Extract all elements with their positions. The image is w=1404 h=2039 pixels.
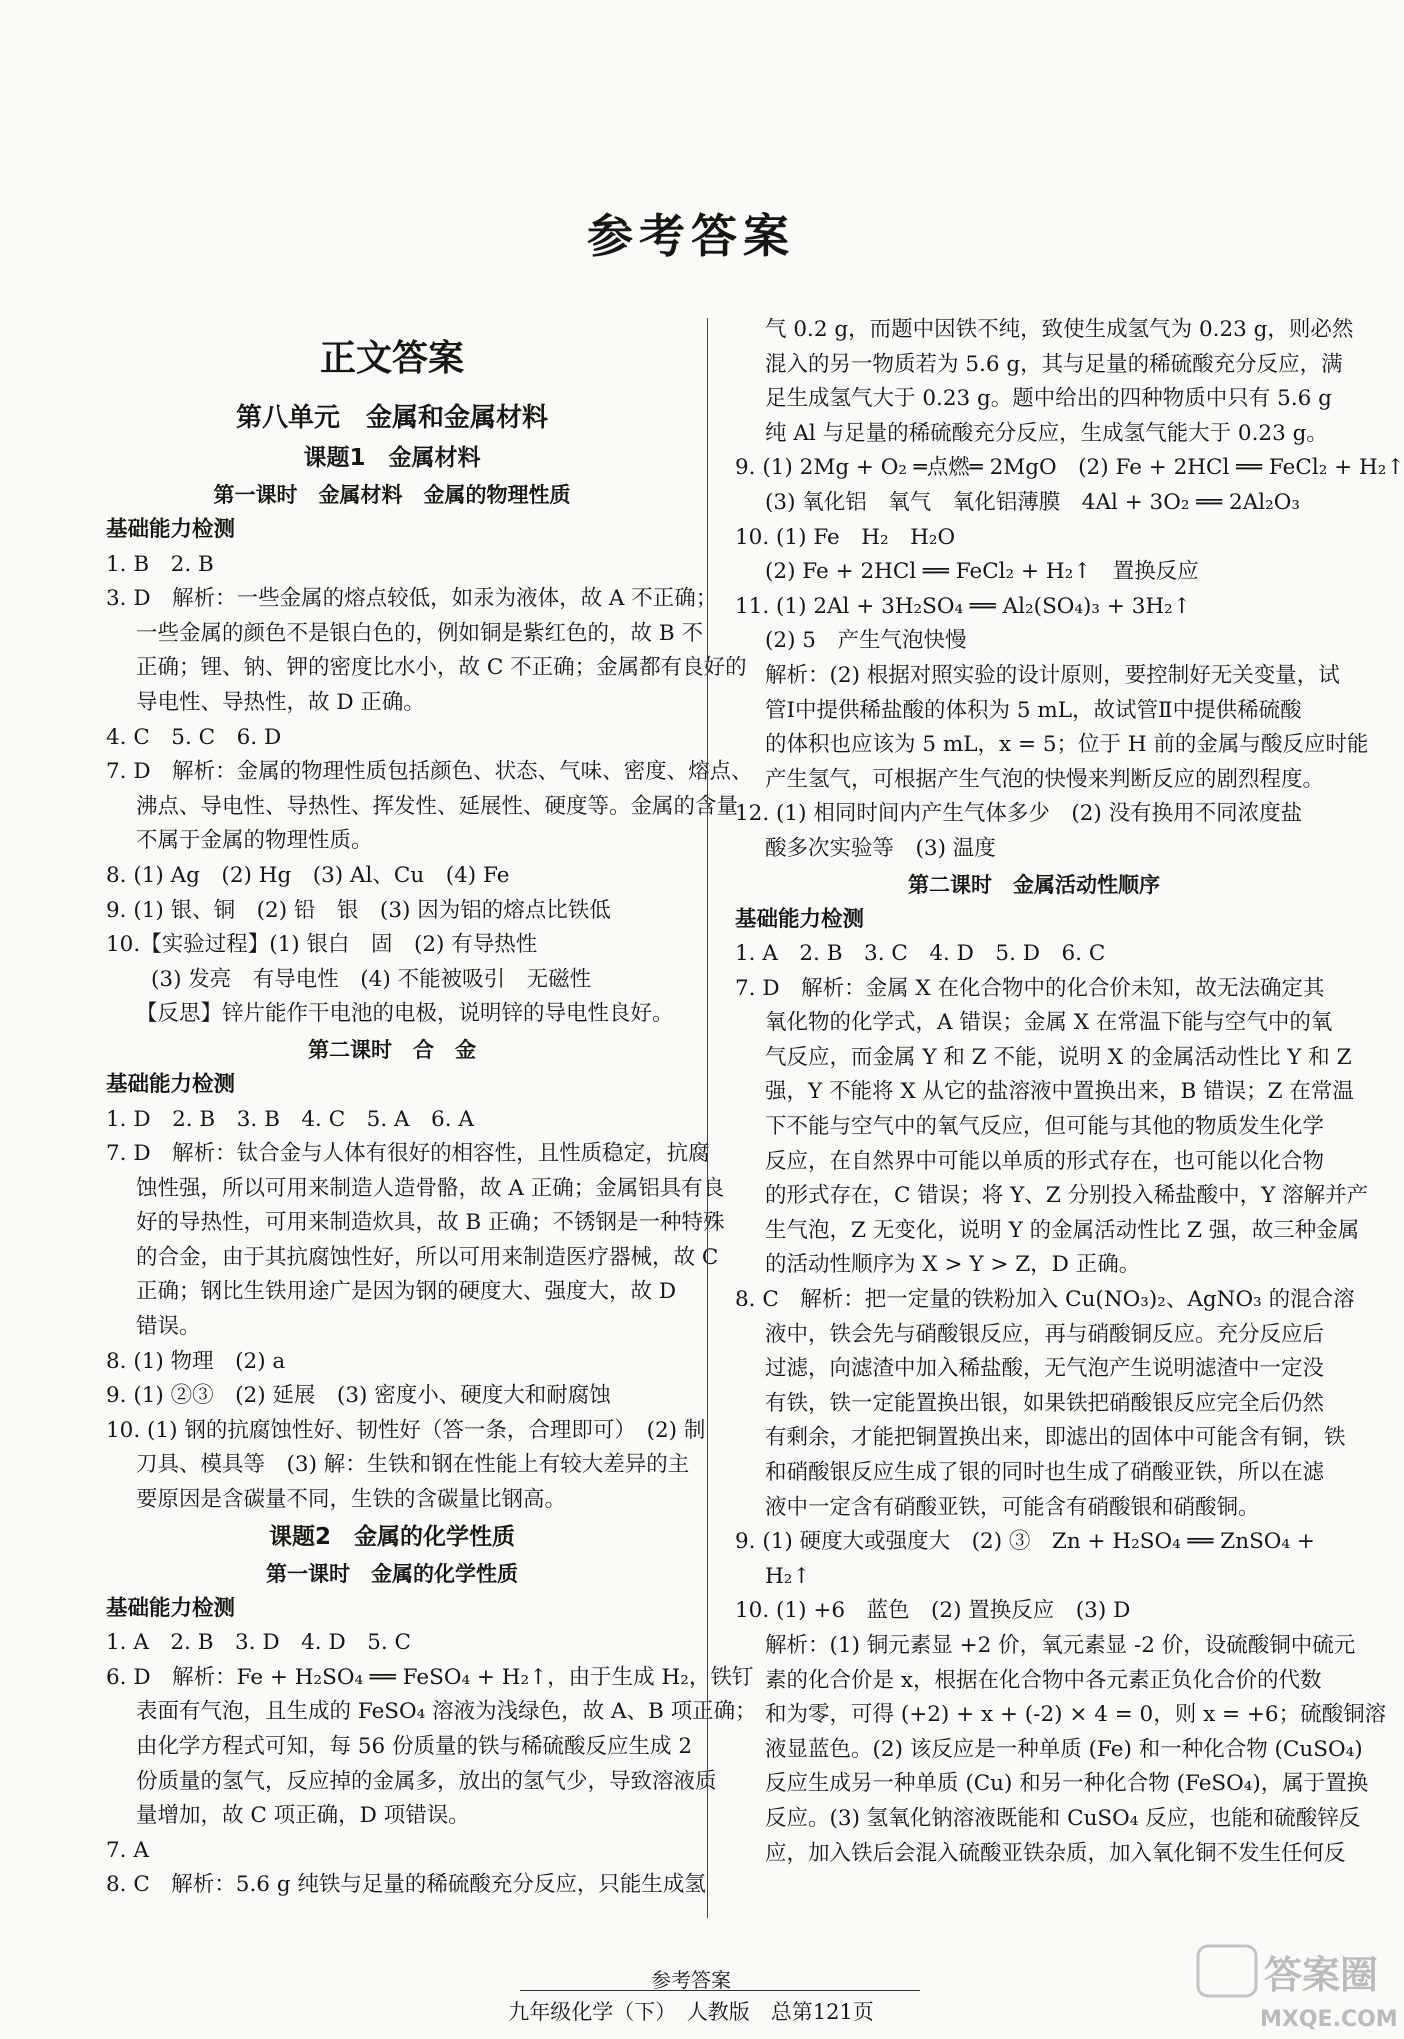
- section-heading: 课题2 金属的化学性质: [268, 1523, 515, 1550]
- answer-line: 7. D 解析：钛合金与人体有很好的相容性，且性质稳定，抗腐: [106, 1141, 710, 1167]
- answer-line: 有铁，铁一定能置换出银，如果铁把硝酸银反应完全后仍然: [765, 1390, 1325, 1416]
- subsection-label: 基础能力检测: [106, 517, 236, 542]
- answer-line: 要原因是含碳量不同，生铁的含碳量比钢高。: [136, 1487, 567, 1513]
- answer-line: (3) 氧化铝 氧气 氧化铝薄膜 4Al + 3O₂ ══ 2Al₂O₃: [765, 489, 1300, 515]
- section-heading: 第一课时 金属材料 金属的物理性质: [213, 483, 571, 507]
- footer-divider: [520, 1990, 920, 1991]
- answer-line: 下不能与空气中的氧气反应，但可能与其他的物质发生化学: [765, 1114, 1325, 1140]
- answer-line: 6. D 解析：Fe + H₂SO₄ ══ FeSO₄ + H₂↑，由于生成 H₂，铁钉: [106, 1664, 754, 1690]
- answer-line: 10.【实验过程】(1) 银白 固 (2) 有导热性: [106, 932, 538, 958]
- answer-line: 酸多次实验等 (3) 温度: [765, 835, 996, 861]
- answer-line: (3) 发亮 有导电性 (4) 不能被吸引 无磁性: [151, 966, 592, 992]
- answer-line: 素的化合价是 x，根据在化合物中各元素正负化合价的代数: [765, 1667, 1322, 1693]
- answer-line: 1. D 2. B 3. B 4. C 5. A 6. A: [106, 1106, 474, 1132]
- answer-line: 4. C 5. C 6. D: [106, 724, 282, 750]
- answer-line: 反应生成另一种单质 (Cu) 和另一种化合物 (FeSO₄)，属于置换: [765, 1771, 1369, 1797]
- answer-line: 的合金，由于其抗腐蚀性好，所以可用来制造医疗器械，故 C: [136, 1244, 719, 1270]
- answer-line: 1. A 2. B 3. D 4. D 5. C: [106, 1630, 411, 1656]
- answer-line: 生气泡，Z 无变化，说明 Y 的金属活动性比 Z 强，故三种金属: [765, 1217, 1360, 1243]
- watermark-logo: [1190, 1940, 1398, 2035]
- answer-line: 的形式存在，C 错误；将 Y、Z 分别投入稀盐酸中，Y 溶解并产: [765, 1183, 1369, 1209]
- answer-line: 10. (1) 钢的抗腐蚀性好、韧性好（答一条，合理即可） (2) 制: [106, 1417, 706, 1443]
- answer-line: 和为零，可得 (+2) + x + (-2) × 4 = 0，则 x = +6；硫酸铜溶: [765, 1702, 1387, 1728]
- answer-line: 沸点、导电性、导热性、挥发性、延展性、硬度等。金属的含量: [136, 793, 739, 819]
- main-heading: 正文答案: [319, 338, 464, 379]
- answer-line: 8. (1) 物理 (2) a: [106, 1348, 286, 1374]
- answer-line: 好的导热性，可用来制造炊具，故 B 正确；不锈钢是一种特殊: [136, 1210, 725, 1236]
- column-divider: [707, 318, 708, 1918]
- answer-line: 应，加入铁后会混入硫酸亚铁杂质，加入氧化铜不发生任何反: [765, 1840, 1346, 1866]
- answer-line: 3. D 解析：一些金属的熔点较低，如汞为液体，故 A 不正确；: [106, 586, 718, 612]
- section-heading: 第一课时 金属的化学性质: [266, 1561, 518, 1586]
- answer-line: 强，Y 不能将 X 从它的盐溶液中置换出来，B 错误；Z 在常温: [765, 1079, 1354, 1105]
- answer-line: 9. (1) ②③ (2) 延展 (3) 密度小、硬度大和耐腐蚀: [106, 1383, 611, 1409]
- answer-line: 混入的另一物质若为 5.6 g，其与足量的稀硫酸充分反应，满: [765, 351, 1343, 377]
- answer-line: 的活动性顺序为 X > Y > Z，D 正确。: [765, 1252, 1141, 1278]
- svg-text:MXQE.COM: MXQE.COM: [1260, 2007, 1398, 2032]
- section-heading: 第二课时 金属活动性顺序: [908, 872, 1160, 897]
- answer-line: 有剩余，才能把铜置换出来，即滤出的固体中可能含有铜，铁: [765, 1425, 1346, 1451]
- answer-line: 导电性、导热性，故 D 正确。: [136, 689, 425, 715]
- answer-line: 10. (1) Fe H₂ H₂O: [735, 524, 956, 550]
- answer-line: 过滤，向滤渣中加入稀盐酸，无气泡产生说明滤渣中一定没: [765, 1356, 1325, 1382]
- answer-line: (2) 5 产生气泡快慢: [765, 628, 967, 654]
- subsection-label: 基础能力检测: [106, 1071, 236, 1097]
- answer-line: H₂↑: [765, 1563, 811, 1589]
- page-footer: 九年级化学（下） 人教版 总第121页: [508, 2000, 874, 2024]
- section-heading: 第二课时 合 金: [308, 1037, 476, 1062]
- answer-line: 液中，铁会先与硝酸银反应，再与硝酸铜反应。充分反应后: [765, 1321, 1325, 1347]
- left-column: [106, 325, 757, 1903]
- answer-line: 蚀性强，所以可用来制造人造骨骼，故 A 正确；金属铝具有良: [136, 1175, 725, 1201]
- subsection-label: 基础能力检测: [106, 1595, 236, 1621]
- answer-line: 解析：(2) 根据对照实验的设计原则，要控制好无关变量，试: [765, 662, 1340, 688]
- answer-line: 量增加，故 C 项正确，D 项错误。: [136, 1803, 470, 1829]
- answer-line: 管Ⅰ中提供稀盐酸的体积为 5 mL，故试管Ⅱ中提供稀硫酸: [765, 697, 1302, 723]
- answer-line: 8. C 解析：5.6 g 纯铁与足量的稀硫酸充分反应，只能生成氢: [106, 1872, 706, 1898]
- answer-line: 液中一定含有硝酸亚铁，可能含有硝酸银和硝酸铜。: [765, 1494, 1260, 1520]
- answer-line: 气 0.2 g，而题中因铁不纯，致使生成氢气为 0.23 g，则必然: [765, 317, 1354, 342]
- answer-line: 氧化物的化学式，A 错误；金属 X 在常温下能与空气中的氧: [765, 1010, 1333, 1036]
- answer-line: 8. C 解析：把一定量的铁粉加入 Cu(NO₃)₂、AgNO₃ 的混合溶: [735, 1287, 1355, 1313]
- answer-line: 和硝酸银反应生成了银的同时也生成了硝酸亚铁，所以在滤: [765, 1460, 1325, 1485]
- answer-line: 错误。: [136, 1314, 201, 1340]
- answer-line: 9. (1) 硬度大或强度大 (2) ③ Zn + H₂SO₄ ══ ZnSO₄ +: [735, 1529, 1315, 1555]
- answer-line: 7. A: [106, 1837, 149, 1863]
- right-column: [735, 313, 1404, 1871]
- answer-line: 解析：(1) 铜元素显 +2 价，氧元素显 -2 价，设硫酸铜中硫元: [765, 1632, 1356, 1658]
- answer-line: 反应。(3) 氢氧化钠溶液既能和 CuSO₄ 反应，也能和硫酸锌反: [765, 1805, 1361, 1831]
- answer-line: 8. (1) Ag (2) Hg (3) Al、Cu (4) Fe: [106, 862, 510, 888]
- answer-line: 的体积也应该为 5 mL，x = 5；位于 H 前的金属与酸反应时能: [765, 732, 1369, 758]
- answer-line: 份质量的氢气，反应掉的金属多，放出的氢气少，导致溶液质: [136, 1768, 717, 1794]
- answer-line: 气反应，而金属 Y 和 Z 不能，说明 X 的金属活动性比 Y 和 Z: [765, 1044, 1352, 1070]
- answer-line: 反应，在自然界中可能以单质的形式存在，也可能以化合物: [765, 1148, 1325, 1174]
- section-heading: 课题1 金属材料: [303, 445, 481, 471]
- answer-line: 11. (1) 2Al + 3H₂SO₄ ══ Al₂(SO₄)₃ + 3H₂↑: [735, 593, 1191, 619]
- answer-line: 刀具、模具等 (3) 解：生铁和钢在性能上有较大差异的主: [136, 1452, 690, 1478]
- answer-line: 10. (1) +6 蓝色 (2) 置换反应 (3) D: [735, 1598, 1131, 1624]
- answer-line: 9. (1) 2Mg + O₂ ═点燃═ 2MgO (2) Fe + 2HCl ══ FeCl₂ + H₂↑: [735, 455, 1404, 481]
- answer-line: 正确；钢比生铁用途广是因为钢的硬度大、强度大，故 D: [136, 1279, 677, 1305]
- answer-line: 12. (1) 相同时间内产生气体多少 (2) 没有换用不同浓度盐: [735, 801, 1303, 827]
- footer-label: 参考答案: [651, 1968, 731, 1992]
- answer-line: 正确；锂、钠、钾的密度比水小，故 C 不正确；金属都有良好的: [136, 655, 747, 681]
- unit-heading: 第八单元 金属和金属材料: [235, 403, 548, 433]
- answer-line: (2) Fe + 2HCl ══ FeCl₂ + H₂↑ 置换反应: [765, 559, 1199, 585]
- answer-line: 表面有气泡，且生成的 FeSO₄ 溶液为浅绿色，故 A、B 项正确；: [136, 1699, 757, 1725]
- answer-line: 由化学方程式可知，每 56 份质量的铁与稀硫酸反应生成 2: [136, 1734, 693, 1759]
- answer-line: 1. B 2. B: [106, 551, 214, 577]
- subsection-label: 基础能力检测: [735, 906, 865, 932]
- page-title: 参考答案: [587, 209, 795, 263]
- svg-text:答案圈: 答案圈: [1264, 1953, 1379, 1997]
- answer-line: 7. D 解析：金属的物理性质包括颜色、状态、气味、密度、熔点、: [106, 759, 753, 785]
- answer-line: 7. D 解析：金属 X 在化合物中的化合价未知，故无法确定其: [735, 975, 1325, 1001]
- answer-line: 纯 Al 与足量的稀硫酸充分反应，生成氢气能大于 0.23 g。: [765, 420, 1328, 446]
- answer-line: 液显蓝色。(2) 该反应是一种单质 (Fe) 和一种化合物 (CuSO₄): [765, 1736, 1363, 1762]
- answer-line: 足生成氢气大于 0.23 g。题中给出的四种物质中只有 5.6 g: [765, 386, 1332, 412]
- answer-line: 1. A 2. B 3. C 4. D 5. D 6. C: [735, 941, 1106, 967]
- answer-line: 9. (1) 银、铜 (2) 铅 银 (3) 因为铝的熔点比铁低: [106, 897, 611, 923]
- answer-line: 【反思】锌片能作干电池的电极，说明锌的导电性良好。: [136, 1001, 674, 1027]
- answer-line: 一些金属的颜色不是银白色的，例如铜是紫红色的，故 B 不: [136, 620, 703, 646]
- answer-line: 产生氢气，可根据产生气泡的快慢来判断反应的剧烈程度。: [765, 766, 1325, 792]
- answer-line: 不属于金属的物理性质。: [136, 828, 373, 854]
